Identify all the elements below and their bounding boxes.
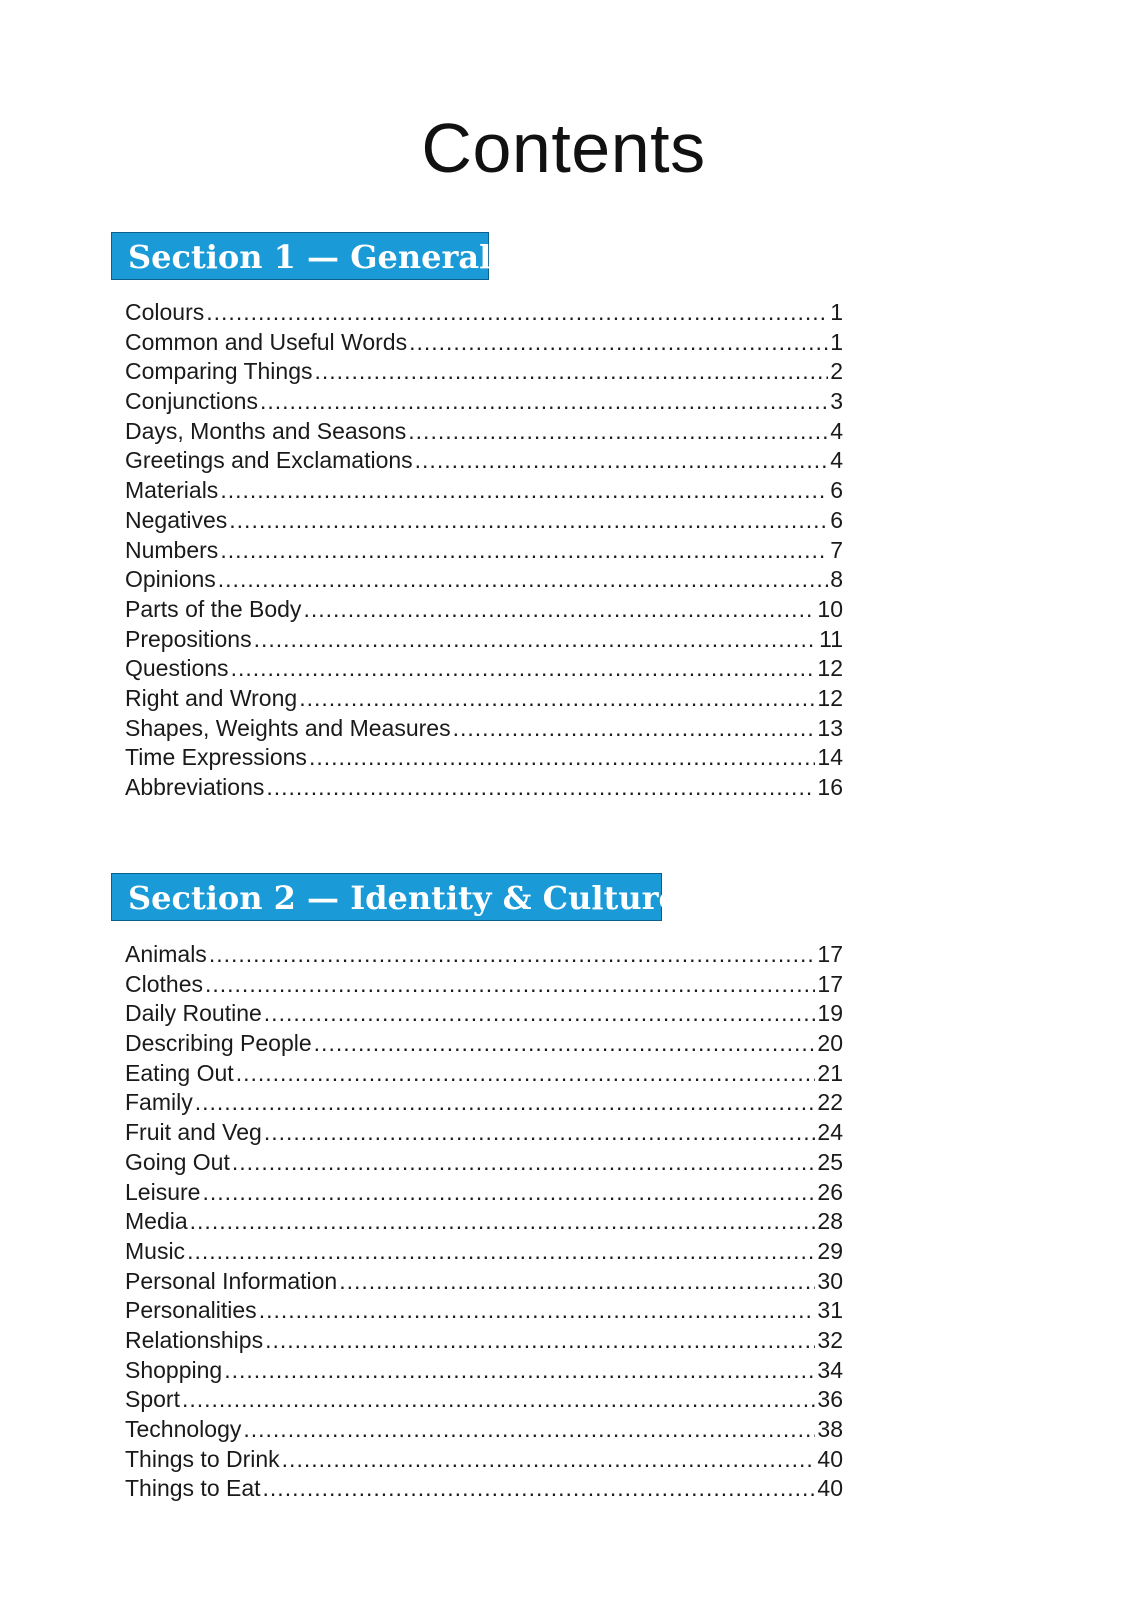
dot-leader bbox=[315, 357, 829, 387]
toc-entry bbox=[125, 1178, 843, 1208]
toc-entry bbox=[125, 773, 843, 803]
toc-entry-title: Negatives bbox=[125, 506, 228, 533]
toc-entry-page-number: 12 bbox=[817, 684, 843, 711]
dot-leader bbox=[282, 1445, 816, 1475]
toc-entry-page-number: 6 bbox=[830, 477, 843, 504]
dot-leader bbox=[260, 387, 828, 417]
toc-entry-page-number: 8 bbox=[830, 566, 843, 593]
toc-entry-title: Clothes bbox=[125, 970, 203, 997]
toc-entry-title: Sport bbox=[125, 1386, 180, 1413]
toc-entry-title: Right and Wrong bbox=[125, 684, 298, 711]
toc-entry bbox=[125, 684, 843, 714]
toc-entry-page-number: 12 bbox=[817, 655, 843, 682]
toc-entry-title: Colours bbox=[125, 299, 205, 325]
dot-leader bbox=[453, 714, 816, 744]
toc-entry-title: Animals bbox=[125, 941, 207, 967]
toc-entry-title: Shapes, Weights and Measures bbox=[125, 714, 451, 741]
toc-entry-page-number: 11 bbox=[819, 625, 843, 652]
dot-leader bbox=[303, 595, 815, 625]
toc-entry-title: Parts of the Body bbox=[125, 595, 302, 622]
toc-entry-page-number: 32 bbox=[817, 1326, 843, 1353]
dot-leader bbox=[409, 328, 828, 358]
toc-entry bbox=[125, 417, 843, 447]
toc-entry-page-number: 24 bbox=[817, 1119, 843, 1146]
toc-entry-title: Music bbox=[125, 1237, 186, 1264]
dot-leader bbox=[309, 743, 815, 773]
dot-leader bbox=[266, 773, 815, 803]
toc-entry bbox=[125, 1148, 843, 1178]
toc-entry bbox=[125, 387, 843, 417]
toc-entry bbox=[125, 1296, 843, 1326]
section-heading: Section 2 — Identity & Culture bbox=[111, 873, 662, 921]
section-identity-culture bbox=[111, 873, 843, 1502]
toc-entry bbox=[125, 625, 843, 655]
toc-entry bbox=[125, 970, 843, 1000]
toc-entry-title: Relationships bbox=[125, 1326, 264, 1353]
toc-entry-title: Leisure bbox=[125, 1178, 201, 1205]
toc-entry bbox=[125, 1029, 843, 1059]
toc-entry bbox=[125, 1118, 843, 1148]
toc-entry-page-number: 21 bbox=[817, 1059, 843, 1086]
page-title: Contents bbox=[421, 109, 706, 187]
toc-entry-page-number: 40 bbox=[817, 1445, 843, 1472]
dot-leader bbox=[202, 1178, 815, 1208]
dot-leader bbox=[259, 1296, 816, 1326]
dot-leader bbox=[236, 1059, 816, 1089]
toc-entry-title: Questions bbox=[125, 655, 229, 682]
toc-entry-page-number: 13 bbox=[817, 714, 843, 741]
toc-entry-title: Eating Out bbox=[125, 1059, 234, 1086]
toc-entry bbox=[125, 1474, 843, 1504]
toc-entry-title: Describing People bbox=[125, 1030, 312, 1057]
toc-entry bbox=[125, 476, 843, 506]
toc-entry bbox=[125, 328, 843, 358]
dot-leader bbox=[415, 446, 829, 476]
toc-entry-title: Time Expressions bbox=[125, 744, 307, 771]
toc-entry bbox=[125, 999, 843, 1029]
toc-entry-page-number: 6 bbox=[830, 506, 843, 533]
section-heading: Section 1 — General bbox=[111, 232, 489, 280]
toc-entry bbox=[125, 1385, 843, 1415]
dot-leader bbox=[265, 1326, 815, 1356]
toc-entry-page-number: 4 bbox=[830, 447, 843, 474]
toc-entry-page-number: 26 bbox=[817, 1178, 843, 1205]
toc-entry-page-number: 17 bbox=[817, 970, 843, 997]
toc-entry bbox=[125, 1326, 843, 1356]
toc-entry-title: Family bbox=[125, 1089, 193, 1116]
toc-entry bbox=[125, 536, 843, 566]
toc-entry-title: Shopping bbox=[125, 1356, 223, 1383]
toc-entry bbox=[125, 1267, 843, 1297]
toc-entry-page-number: 17 bbox=[817, 941, 843, 967]
toc-entry-title: Numbers bbox=[125, 536, 219, 563]
toc-entry bbox=[125, 565, 843, 595]
dot-leader bbox=[206, 298, 828, 328]
toc-entry-title: Conjunctions bbox=[125, 388, 258, 415]
dot-leader bbox=[254, 625, 818, 655]
toc-entry-page-number: 4 bbox=[830, 417, 843, 444]
toc-entry-page-number: 10 bbox=[817, 595, 843, 622]
toc-entry-page-number: 30 bbox=[817, 1267, 843, 1294]
toc-entry bbox=[125, 1356, 843, 1386]
toc-entry bbox=[125, 506, 843, 536]
dot-leader bbox=[205, 970, 815, 1000]
dot-leader bbox=[187, 1237, 815, 1267]
toc-entry-page-number: 36 bbox=[817, 1386, 843, 1413]
toc-entry-page-number: 1 bbox=[830, 328, 843, 355]
toc-entry bbox=[125, 1445, 843, 1475]
dot-leader bbox=[232, 1148, 816, 1178]
toc-entry bbox=[125, 298, 843, 328]
toc-entry-page-number: 16 bbox=[817, 774, 843, 800]
toc-entry-page-number: 14 bbox=[817, 744, 843, 771]
toc-entry bbox=[125, 1059, 843, 1089]
toc-entry-title: Materials bbox=[125, 477, 219, 504]
toc-list bbox=[125, 298, 843, 803]
dot-leader bbox=[195, 1088, 816, 1118]
toc-entry-page-number: 25 bbox=[817, 1148, 843, 1175]
toc-entry bbox=[125, 446, 843, 476]
toc-entry-title: Personalities bbox=[125, 1297, 257, 1324]
toc-entry-page-number: 28 bbox=[817, 1208, 843, 1235]
toc-entry-title: Daily Routine bbox=[125, 1000, 262, 1027]
toc-entry-title: Going Out bbox=[125, 1148, 230, 1175]
toc-entry-title: Personal Information bbox=[125, 1267, 338, 1294]
dot-leader bbox=[408, 417, 828, 447]
toc-entry-page-number: 29 bbox=[817, 1237, 843, 1264]
dot-leader bbox=[218, 565, 828, 595]
toc-entry-title: Common and Useful Words bbox=[125, 328, 408, 355]
toc-entry-title: Things to Drink bbox=[125, 1445, 280, 1472]
dot-leader bbox=[190, 1207, 816, 1237]
toc-entry bbox=[125, 743, 843, 773]
toc-entry-title: Days, Months and Seasons bbox=[125, 417, 407, 444]
toc-entry-page-number: 2 bbox=[830, 358, 843, 385]
dot-leader bbox=[339, 1267, 815, 1297]
toc-entry-page-number: 1 bbox=[830, 299, 843, 325]
toc-entry-title: Prepositions bbox=[125, 625, 252, 652]
dot-leader bbox=[264, 999, 816, 1029]
dot-leader bbox=[220, 476, 828, 506]
dot-leader bbox=[182, 1385, 815, 1415]
toc-entry-page-number: 31 bbox=[817, 1297, 843, 1324]
section-general bbox=[111, 232, 843, 800]
toc-entry bbox=[125, 595, 843, 625]
dot-leader bbox=[220, 536, 828, 566]
toc-entry-title: Abbreviations bbox=[125, 774, 265, 800]
toc-entry bbox=[125, 654, 843, 684]
dot-leader bbox=[263, 1474, 816, 1504]
toc-entry-page-number: 19 bbox=[817, 1000, 843, 1027]
toc-entry bbox=[125, 940, 843, 970]
dot-leader bbox=[264, 1118, 816, 1148]
toc-entry-page-number: 3 bbox=[830, 388, 843, 415]
toc-entry bbox=[125, 714, 843, 744]
toc-entry bbox=[125, 1415, 843, 1445]
toc-entry-page-number: 38 bbox=[817, 1416, 843, 1442]
toc-list bbox=[125, 940, 843, 1504]
dot-leader bbox=[299, 684, 815, 714]
toc-entry-title: Media bbox=[125, 1208, 188, 1235]
toc-entry-title: Technology bbox=[125, 1416, 242, 1442]
dot-leader bbox=[209, 940, 816, 970]
toc-entry bbox=[125, 357, 843, 387]
toc-entry-page-number: 34 bbox=[817, 1356, 843, 1383]
toc-entry-title: Things to Eat bbox=[125, 1475, 261, 1502]
toc-entry-title: Opinions bbox=[125, 566, 216, 593]
toc-entry bbox=[125, 1237, 843, 1267]
toc-entry-page-number: 7 bbox=[830, 536, 843, 563]
toc-entry-title: Fruit and Veg bbox=[125, 1119, 262, 1146]
toc-entry-title: Comparing Things bbox=[125, 358, 313, 385]
toc-entry-title: Greetings and Exclamations bbox=[125, 447, 413, 474]
toc-entry bbox=[125, 1088, 843, 1118]
dot-leader bbox=[229, 506, 828, 536]
dot-leader bbox=[314, 1029, 816, 1059]
dot-leader bbox=[231, 654, 816, 684]
toc-entry-page-number: 40 bbox=[817, 1475, 843, 1502]
toc-entry bbox=[125, 1207, 843, 1237]
toc-entry-page-number: 22 bbox=[817, 1089, 843, 1116]
dot-leader bbox=[243, 1415, 815, 1445]
dot-leader bbox=[224, 1356, 815, 1386]
toc-entry-page-number: 20 bbox=[817, 1030, 843, 1057]
